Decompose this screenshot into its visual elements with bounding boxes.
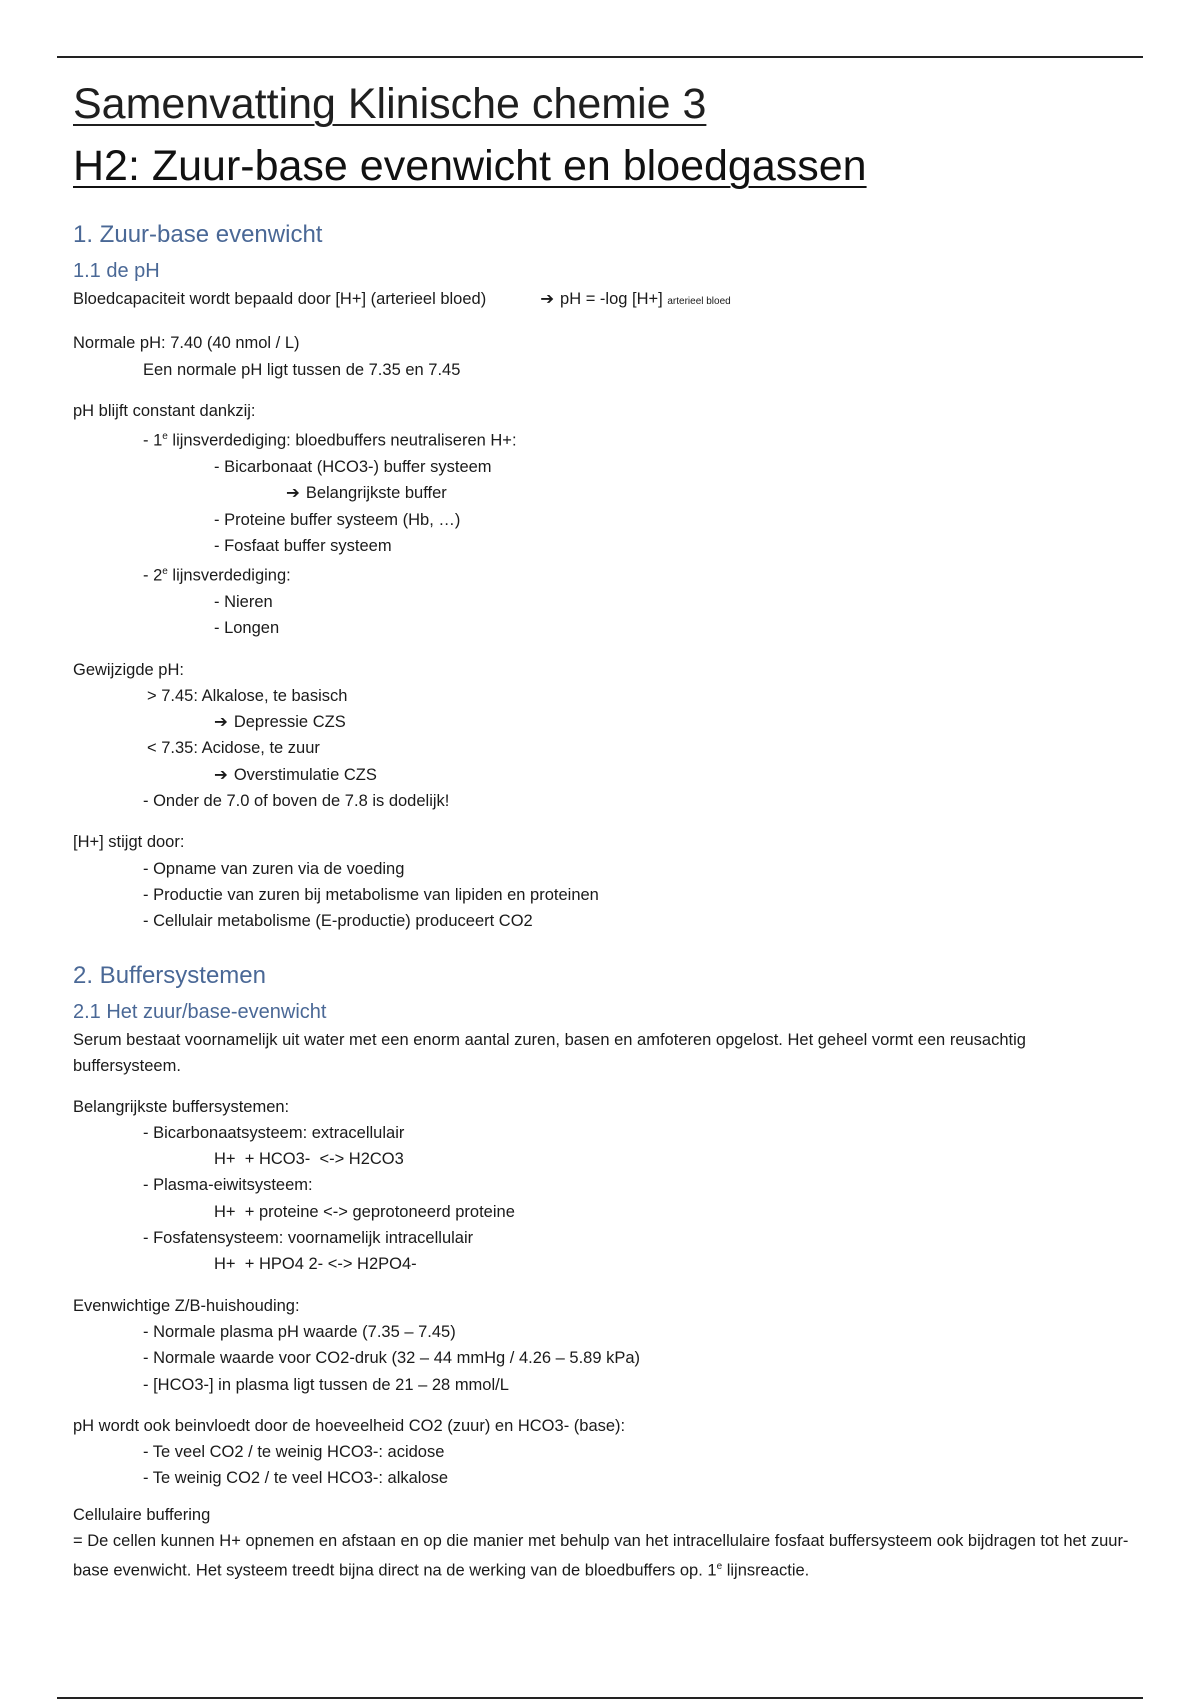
most-important-buffer: ➔ Belangrijkste buffer — [73, 480, 1133, 506]
balance-title: Evenwichtige Z/B-huishouding: — [73, 1296, 300, 1315]
first-line-defense: - 1e lijnsverdediging: bloedbuffers neutraliseren H+: — [143, 431, 517, 450]
phosphate-equation: H+ + HPO4 2- <-> H2PO4- — [214, 1255, 417, 1274]
h-rise-item: - Productie van zuren bij metabolisme van lipiden en proteinen — [143, 885, 599, 904]
bicarbonate-system: - Bicarbonaatsysteem: extracellulair — [143, 1123, 405, 1142]
ph-intro-line — [73, 286, 1133, 315]
arrow-right-icon: ➔ — [214, 765, 228, 784]
document-title: Samenvatting Klinische chemie 3 — [73, 80, 707, 128]
second-line-defense: - 2e lijnsverdediging: — [143, 566, 291, 585]
lungs-item: - Longen — [214, 619, 280, 638]
acidose-item: < 7.35: Acidose, te zuur — [147, 739, 320, 758]
ph-constant-title: pH blijft constant dankzij: — [73, 401, 256, 420]
normal-ph: Normale pH: 7.40 (40 nmol / L) — [73, 334, 300, 353]
protein-buffer: - Proteine buffer systeem (Hb, …) — [214, 510, 461, 529]
chapter-title: H2: Zuur-base evenwicht en bloedgassen — [73, 142, 867, 190]
phosphate-system: - Fosfatensysteem: voornamelijk intracellulair — [143, 1229, 474, 1248]
h-rise-title: [H+] stijgt door: — [73, 833, 185, 852]
main-buffers-title: Belangrijkste buffersystemen: — [73, 1097, 290, 1116]
normal-ph-range: Een normale pH ligt tussen de 7.35 en 7.45 — [143, 360, 461, 379]
overstimulatie-item: ➔ Overstimulatie CZS — [73, 762, 1133, 788]
serum-intro-paragraph: Serum bestaat voornamelijk uit water met een enorm aantal zuren, basen en amfoteren opgelost. Het geheel vormt een reusachtig buffersysteem. — [73, 1030, 1026, 1075]
bottom-rule — [57, 1697, 1143, 1699]
depressie-item: ➔ Depressie CZS — [73, 709, 1133, 735]
kidneys-item: - Nieren — [214, 592, 273, 611]
section-heading-1: 1. Zuur-base evenwicht — [73, 221, 323, 248]
influence-title: pH wordt ook beinvloedt door de hoeveelheid CO2 (zuur) en HCO3- (base): — [73, 1416, 626, 1435]
influence-item: - Te weinig CO2 / te veel HCO3-: alkalose — [143, 1469, 449, 1488]
document-page — [73, 74, 1133, 1583]
deadly-range: - Onder de 7.0 of boven de 7.8 is dodelijk! — [143, 792, 450, 811]
arrow-right-icon: ➔ — [540, 290, 555, 308]
plasma-protein-equation: H+ + proteine <-> geprotoneerd proteine — [214, 1202, 515, 1221]
subsection-heading-2-1: 2.1 Het zuur/base-evenwicht — [73, 1000, 327, 1023]
influence-item: - Te veel CO2 / te weinig HCO3-: acidose — [143, 1443, 445, 1462]
changed-ph-title: Gewijzigde pH: — [73, 660, 184, 679]
h-rise-item: - Opname van zuren via de voeding — [143, 859, 405, 878]
alkalose-item: > 7.45: Alkalose, te basisch — [147, 686, 348, 705]
arrow-right-icon: ➔ — [214, 713, 228, 732]
balance-item: - Normale waarde voor CO2-druk (32 – 44 mmHg / 4.26 – 5.89 kPa) — [143, 1349, 641, 1368]
section-heading-2: 2. Buffersystemen — [73, 961, 266, 989]
phosphate-buffer: - Fosfaat buffer systeem — [214, 536, 392, 555]
cellular-buffering-title: Cellulaire buffering — [73, 1505, 211, 1524]
bicarbonate-buffer: - Bicarbonaat (HCO3-) buffer systeem — [214, 457, 492, 476]
ph-intro: Bloedcapaciteit wordt bepaald door [H+] (arterieel bloed) — [73, 290, 487, 308]
h-rise-item: - Cellulair metabolisme (E-productie) produceert CO2 — [143, 912, 533, 931]
bicarbonate-equation: H+ + HCO3- <-> H2CO3 — [214, 1150, 404, 1169]
plasma-protein-system: - Plasma-eiwitsysteem: — [143, 1176, 313, 1195]
ph-formula: pH = -log [H+] — [560, 290, 663, 308]
ph-formula-subscript: arterieel bloed — [667, 296, 731, 307]
balance-item: - [HCO3-] in plasma ligt tussen de 21 – 28 mmol/L — [143, 1375, 509, 1394]
arrow-right-icon: ➔ — [286, 484, 300, 503]
cellular-buffering-text: = De cellen kunnen H+ opnemen en afstaan en op die manier met behulp van het intracellulaire fosfaat buffersysteem ook bijdragen tot het zuur-base evenwicht. Het systeem treedt bijna direct na de werking van de bloedbuffers op. 1e lijnsreactie. — [73, 1531, 1129, 1580]
top-rule — [57, 56, 1143, 58]
subsection-heading-1-1: 1.1 de pH — [73, 260, 160, 282]
balance-item: - Normale plasma pH waarde (7.35 – 7.45) — [143, 1322, 456, 1341]
